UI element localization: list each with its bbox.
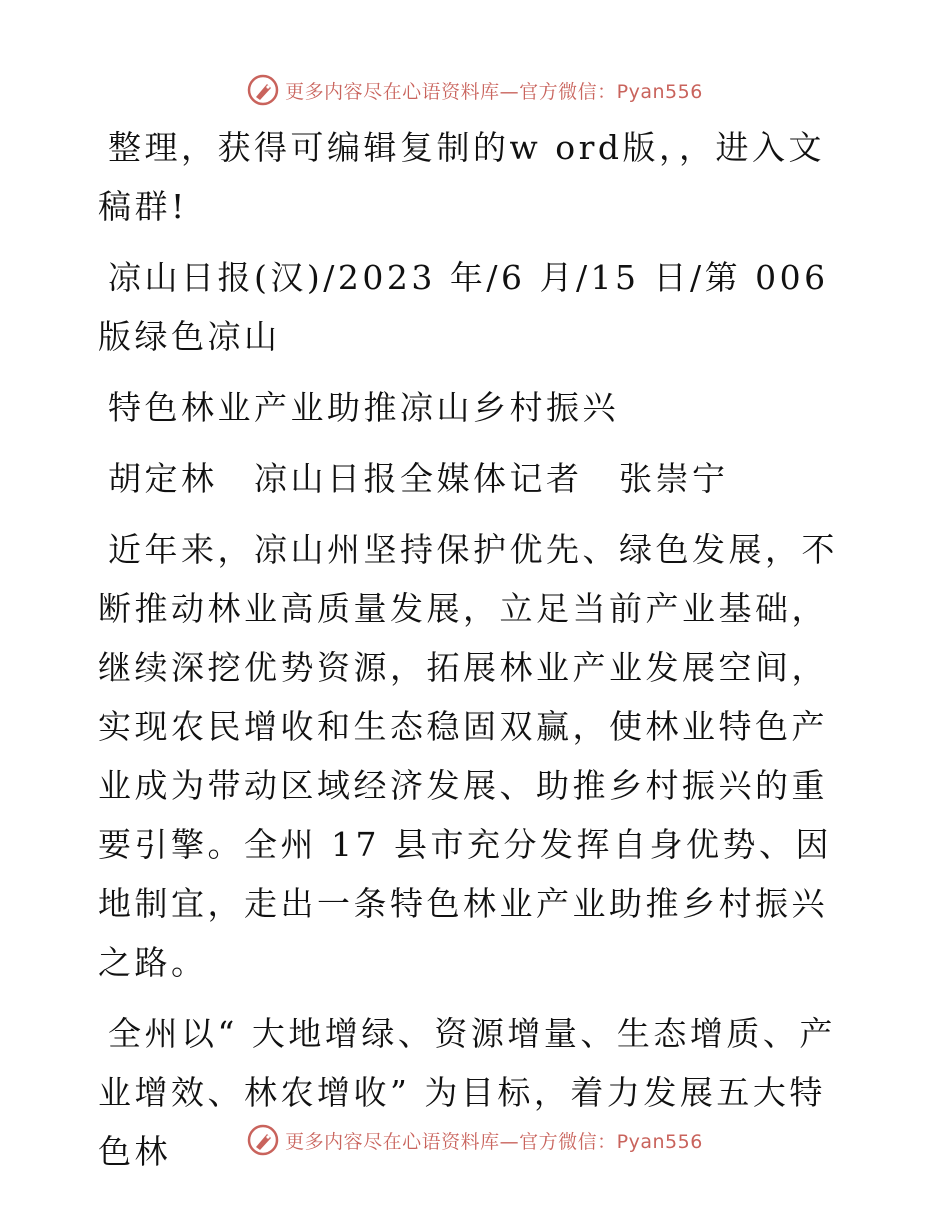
article-body xyxy=(98,118,850,1193)
pen-nib-logo-icon xyxy=(247,1124,279,1156)
paragraph-1: 近年来，凉山州坚持保护优先、绿色发展，不断推动林业高质量发展，立足当前产业基础，继续深挖优势资源，拓展林业产业发展空间，实现农民增收和生态稳固双赢，使林业特色产业成为带动区域经济发展、助推乡村振兴的重要引擎。全州 17 县市充分发挥自身优势、因地制宜，走出一条特色林业产业助推乡村振兴之路。 xyxy=(98,530,838,982)
intro-text: 整理，获得可编辑复制的w ord版，，进入文稿群! xyxy=(98,128,826,226)
source-line: 凉山日报(汉)/2023 年/6 月/15 日/第 006 版绿色凉山 xyxy=(98,258,829,356)
footer-banner-text: 更多内容尽在心语资料库—官方微信：Pyan556 xyxy=(285,1130,703,1153)
header-banner xyxy=(0,70,950,110)
header-banner-text: 更多内容尽在心语资料库—官方微信：Pyan556 xyxy=(285,80,703,103)
article-title: 特色林业产业助推凉山乡村振兴 xyxy=(108,388,619,427)
byline: 胡定林 凉山日报全媒体记者 张崇宁 xyxy=(108,459,729,498)
footer-banner xyxy=(0,1120,950,1160)
paragraph-2: 全州以“ 大地增绿、资源增量、生态增质、产业增效、林农增收” 为目标，着力发展五大特色林 xyxy=(98,1014,836,1171)
pen-nib-logo-icon xyxy=(247,74,279,106)
